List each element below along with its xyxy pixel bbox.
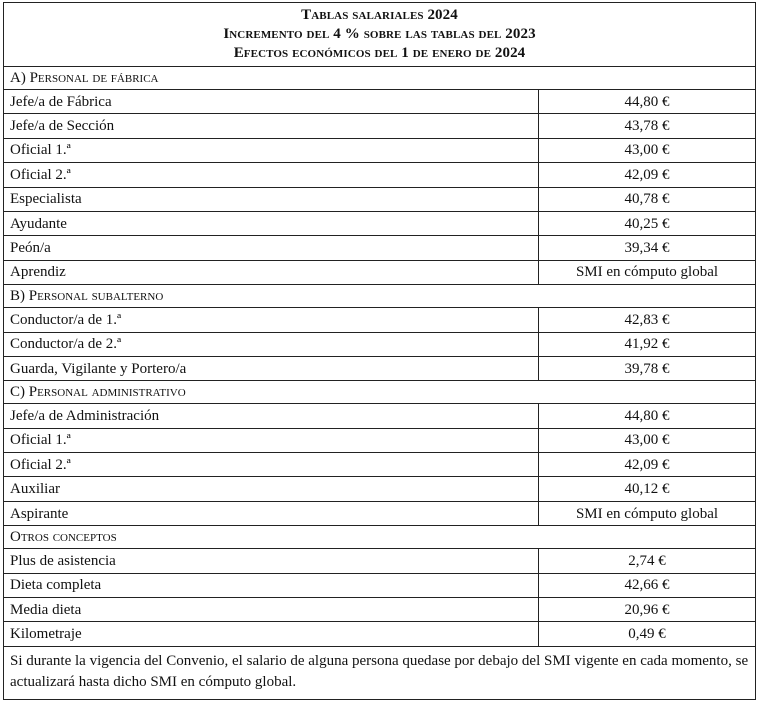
table-row — [4, 501, 756, 525]
row-value: 20,96 € — [539, 598, 756, 622]
row-value: 39,78 € — [539, 356, 756, 380]
row-label: Jefe/a de Sección — [4, 114, 539, 138]
table-row — [4, 477, 756, 501]
row-value: 42,83 € — [539, 308, 756, 332]
row-value: 43,78 € — [539, 114, 756, 138]
row-value: 40,12 € — [539, 477, 756, 501]
row-value: 41,92 € — [539, 332, 756, 356]
table-title-row — [4, 3, 756, 67]
table-row — [4, 187, 756, 211]
row-label: Jefe/a de Fábrica — [4, 90, 539, 114]
row-label: Aprendiz — [4, 260, 539, 284]
row-value: 0,49 € — [539, 622, 756, 646]
row-label: Dieta completa — [4, 573, 539, 597]
salary-table — [3, 2, 756, 700]
row-value: 44,80 € — [539, 404, 756, 428]
row-label: Oficial 1.ª — [4, 428, 539, 452]
table-row — [4, 211, 756, 235]
row-value: 39,34 € — [539, 236, 756, 260]
row-value: 42,09 € — [539, 453, 756, 477]
title-line-2: Incremento del 4 % sobre las tablas del 2023 — [223, 26, 536, 42]
table-row — [4, 404, 756, 428]
section-heading-subalterno: B) Personal subalterno — [4, 285, 756, 308]
title-line-3: Efectos económicos del 1 de enero de 2024 — [233, 45, 526, 61]
table-row — [4, 163, 756, 187]
table-row — [4, 549, 756, 573]
row-value: 40,78 € — [539, 187, 756, 211]
table-row — [4, 573, 756, 597]
row-value: SMI en cómputo global — [539, 501, 756, 525]
table-row — [4, 308, 756, 332]
row-label: Peón/a — [4, 236, 539, 260]
section-header — [4, 381, 756, 404]
footnote-text: Si durante la vigencia del Convenio, el salario de alguna persona quedase por debajo del SMI vigente en cada momento, se actualizará hasta dicho SMI en cómputo global. — [4, 646, 756, 699]
section-header — [4, 285, 756, 308]
table-row — [4, 428, 756, 452]
table-row — [4, 598, 756, 622]
row-value: 2,74 € — [539, 549, 756, 573]
row-label: Oficial 1.ª — [4, 138, 539, 162]
table-row — [4, 114, 756, 138]
row-value: 44,80 € — [539, 90, 756, 114]
row-label: Conductor/a de 1.ª — [4, 308, 539, 332]
table-title — [4, 3, 756, 67]
table-row — [4, 260, 756, 284]
row-label: Auxiliar — [4, 477, 539, 501]
row-label: Oficial 2.ª — [4, 453, 539, 477]
row-label: Jefe/a de Administración — [4, 404, 539, 428]
section-heading-otros: Otros conceptos — [4, 526, 756, 549]
footnote-row — [4, 646, 756, 699]
table-row — [4, 453, 756, 477]
table-row — [4, 138, 756, 162]
title-line-1: Tablas salariales 2024 — [301, 7, 458, 23]
section-header — [4, 526, 756, 549]
row-label: Aspirante — [4, 501, 539, 525]
row-label: Conductor/a de 2.ª — [4, 332, 539, 356]
row-label: Guarda, Vigilante y Portero/a — [4, 356, 539, 380]
section-heading-fabrica: A) Personal de fábrica — [4, 67, 756, 90]
row-value: 42,66 € — [539, 573, 756, 597]
row-label: Kilometraje — [4, 622, 539, 646]
row-value: 42,09 € — [539, 163, 756, 187]
row-value: 43,00 € — [539, 138, 756, 162]
table-row — [4, 236, 756, 260]
row-value: 43,00 € — [539, 428, 756, 452]
row-label: Ayudante — [4, 211, 539, 235]
row-label: Plus de asistencia — [4, 549, 539, 573]
table-row — [4, 356, 756, 380]
table-row — [4, 332, 756, 356]
row-label: Oficial 2.ª — [4, 163, 539, 187]
row-label: Media dieta — [4, 598, 539, 622]
row-label: Especialista — [4, 187, 539, 211]
section-header — [4, 67, 756, 90]
row-value: 40,25 € — [539, 211, 756, 235]
section-heading-administrativo: C) Personal administrativo — [4, 381, 756, 404]
row-value: SMI en cómputo global — [539, 260, 756, 284]
table-row — [4, 622, 756, 646]
table-row — [4, 90, 756, 114]
